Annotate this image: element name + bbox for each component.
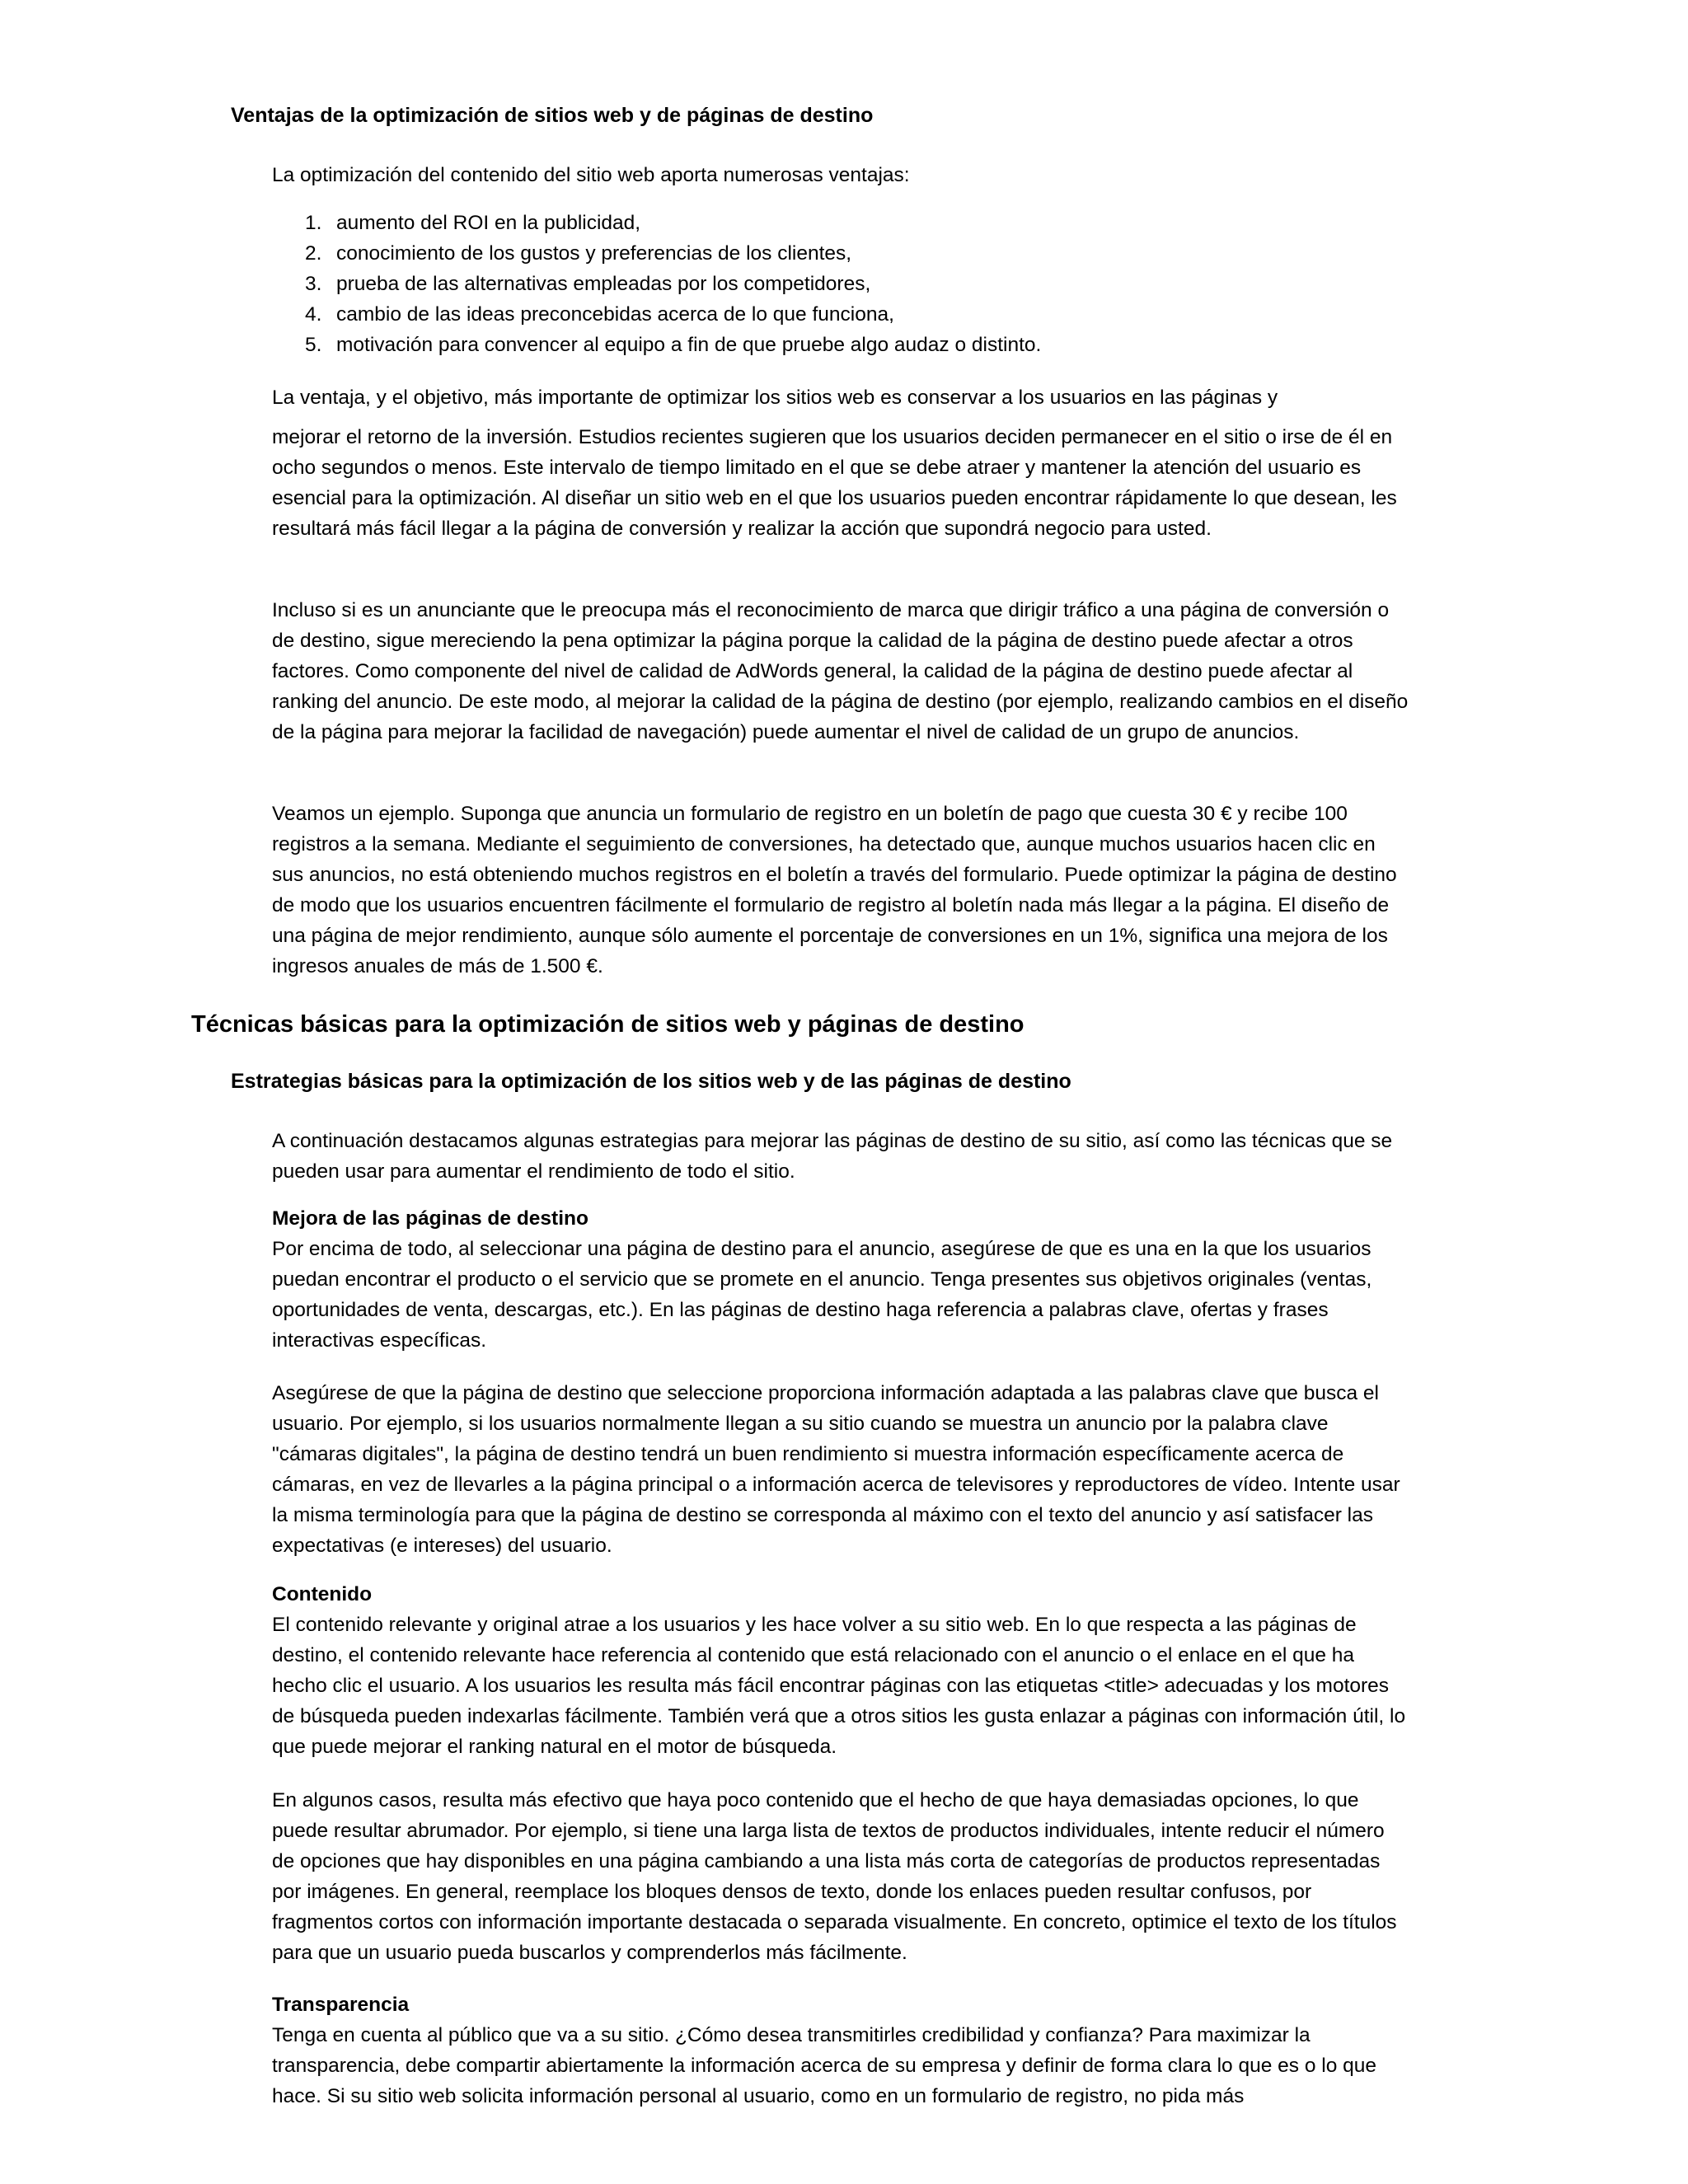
intro-paragraph [272,160,1409,190]
list-item [272,208,1409,238]
paragraph-estrategias-intro [272,1126,1409,1187]
list-number: 4. [305,303,322,326]
paragraph-contenido [272,1579,1409,1762]
section-heading-tecnicas: Técnicas básicas para la optimización de sitios web y páginas de destino [191,1011,1025,1038]
paragraph-ventaja-first-line [272,382,1409,413]
list-item-text: aumento del ROI en la publicidad, [336,212,641,234]
section-heading-ventajas: Ventajas de la optimización de sitios web y de páginas de destino [231,104,874,127]
subsection-heading-estrategias: Estrategias básicas para la optimización de los sitios web y de las páginas de destino [231,1070,1071,1093]
paragraph-text: Tenga en cuenta al público que va a su sitio. ¿Cómo desea transmitirles credibilidad y confianza? Para maximizar la transparencia, debe compartir abiertamente la información acerca de su empresa y definir de forma clara lo que es o lo que hace. Si su sitio web solicita información personal al usuario, como en un formulario de registro, no pida más [272,2024,1377,2107]
paragraph-text: El contenido relevante y original atrae a los usuarios y les hace volver a su sitio web. En lo que respecta a las páginas de destino, el contenido relevante hace referencia al contenido que está relacionado con el anuncio o el enlace en el que ha hecho clic el usuario. A los usuarios les resulta más fácil encontrar páginas con las etiquetas <title> adecuadas y los motores de búsqueda pueden indexarlas fácilmente. También verá que a otros sitios les gusta enlazar a páginas con información útil, lo que puede mejorar el ranking natural en el motor de búsqueda. [272,1614,1406,1758]
paragraph-text: Veamos un ejemplo. Suponga que anuncia un formulario de registro en un boletín de pago que cuesta 30 € y recibe 100 registros a la semana. Mediante el seguimiento de conversiones, ha detectado que, aunque muchos usuarios hacen clic en sus anuncios, no está obteniendo muchos registros en el boletín a través del formulario. Puede optimizar la página de destino de modo que los usuarios encuentren fácilmente el formulario de registro al boletín nada más llegar a la página. El diseño de una página de mejor rendimiento, aunque sólo aumente el porcentaje de conversiones en un 1%, significa una mejora de los ingresos anuales de más de 1.500 €. [272,803,1397,977]
paragraph-text: Incluso si es un anunciante que le preocupa más el reconocimiento de marca que dirigir tráfico a una página de conversión o de destino, sigue mereciendo la pena optimizar la página porque la calidad de la página de destino puede afectar a otros factores. Como componente del nivel de calidad de AdWords general, la calidad de la página de destino puede afectar al ranking del anuncio. De este modo, al mejorar la calidad de la página de destino (por ejemplo, realizando cambios en el diseño de la página para mejorar la facilidad de navegación) puede aumentar el nivel de calidad de un grupo de anuncios. [272,599,1409,743]
paragraph-text: Por encima de todo, al seleccionar una página de destino para el anuncio, asegúrese de que es una en la que los usuarios puedan encontrar el producto o el servicio que se promete en el anuncio. Tenga presentes sus objetivos originales (ventas, oportunidades de venta, descargas, etc.). En las páginas de destino haga referencia a palabras clave, ofertas y frases interactivas específicas. [272,1238,1372,1352]
paragraph-text: mejorar el retorno de la inversión. Estudios recientes sugieren que los usuarios deciden permanecer en el sitio o irse de él en ocho segundos o menos. Este intervalo de tiempo limitado en el que se debe atraer y mantener la atención del usuario es esencial para la optimización. Al diseñar un sitio web en el que los usuarios pueden encontrar rápidamente lo que desean, les resultará más fácil llegar a la página de conversión y realizar la acción que supondrá negocio para usted. [272,426,1397,540]
list-item-text: cambio de las ideas preconcebidas acerca de lo que funciona, [336,303,894,326]
advantages-list [272,208,1409,360]
list-number: 5. [305,334,322,356]
paragraph-algunos-casos [272,1785,1409,1968]
paragraph-ejemplo [272,799,1409,982]
list-number: 2. [305,242,322,265]
list-number: 3. [305,273,322,295]
paragraph-text: En algunos casos, resulta más efectivo que haya poco contenido que el hecho de que haya demasiadas opciones, lo que puede resultar abrumador. Por ejemplo, si tiene una larga lista de textos de productos individuales, intente reducir el número de opciones que hay disponibles en una página cambiando a una lista más corta de categorías de productos representadas por imágenes. En general, reemplace los bloques densos de texto, donde los enlaces pueden resultar confusos, por fragmentos cortos con información importante destacada o separada visualmente. En concreto, optimice el texto de los títulos para que un usuario pueda buscarlos y comprenderlos más fácilmente. [272,1789,1397,1964]
list-item [272,299,1409,330]
subhead-transparencia: Transparencia [272,1994,410,2016]
subhead-contenido: Contenido [272,1583,373,1605]
list-item-text: motivación para convencer al equipo a fin de que pruebe algo audaz o distinto. [336,334,1042,356]
list-item [272,238,1409,269]
paragraph-transparencia [272,1990,1409,2111]
intro-text: La optimización del contenido del sitio web aporta numerosas ventajas: [272,164,910,186]
list-item-text: prueba de las alternativas empleadas por los competidores, [336,273,871,295]
paragraph-text: A continuación destacamos algunas estrategias para mejorar las páginas de destino de su sitio, así como las técnicas que se pueden usar para aumentar el rendimiento de todo el sitio. [272,1130,1393,1183]
paragraph-asegurese [272,1378,1409,1561]
paragraph-text: Asegúrese de que la página de destino que seleccione proporciona información adaptada a las palabras clave que busca el usuario. Por ejemplo, si los usuarios normalmente llegan a su sitio cuando se muestra un anuncio por la palabra clave "cámaras digitales", la página de destino tendrá un buen rendimiento si muestra información específicamente acerca de cámaras, en vez de llevarles a la página principal o a información acerca de televisores y reproductores de vídeo. Intente usar la misma terminología para que la página de destino se corresponda al máximo con el texto del anuncio y así satisfacer las expectativas (e intereses) del usuario. [272,1382,1400,1557]
paragraph-mejora [272,1203,1409,1356]
list-item-text: conocimiento de los gustos y preferencias de los clientes, [336,242,852,265]
paragraph-ventaja-rest [272,422,1409,544]
list-number: 1. [305,212,322,234]
paragraph-text: La ventaja, y el objetivo, más importante de optimizar los sitios web es conservar a los usuarios en las páginas y [272,387,1278,409]
subhead-mejora: Mejora de las páginas de destino [272,1207,588,1230]
list-item [272,330,1409,360]
list-item [272,269,1409,299]
paragraph-anunciante [272,595,1409,748]
